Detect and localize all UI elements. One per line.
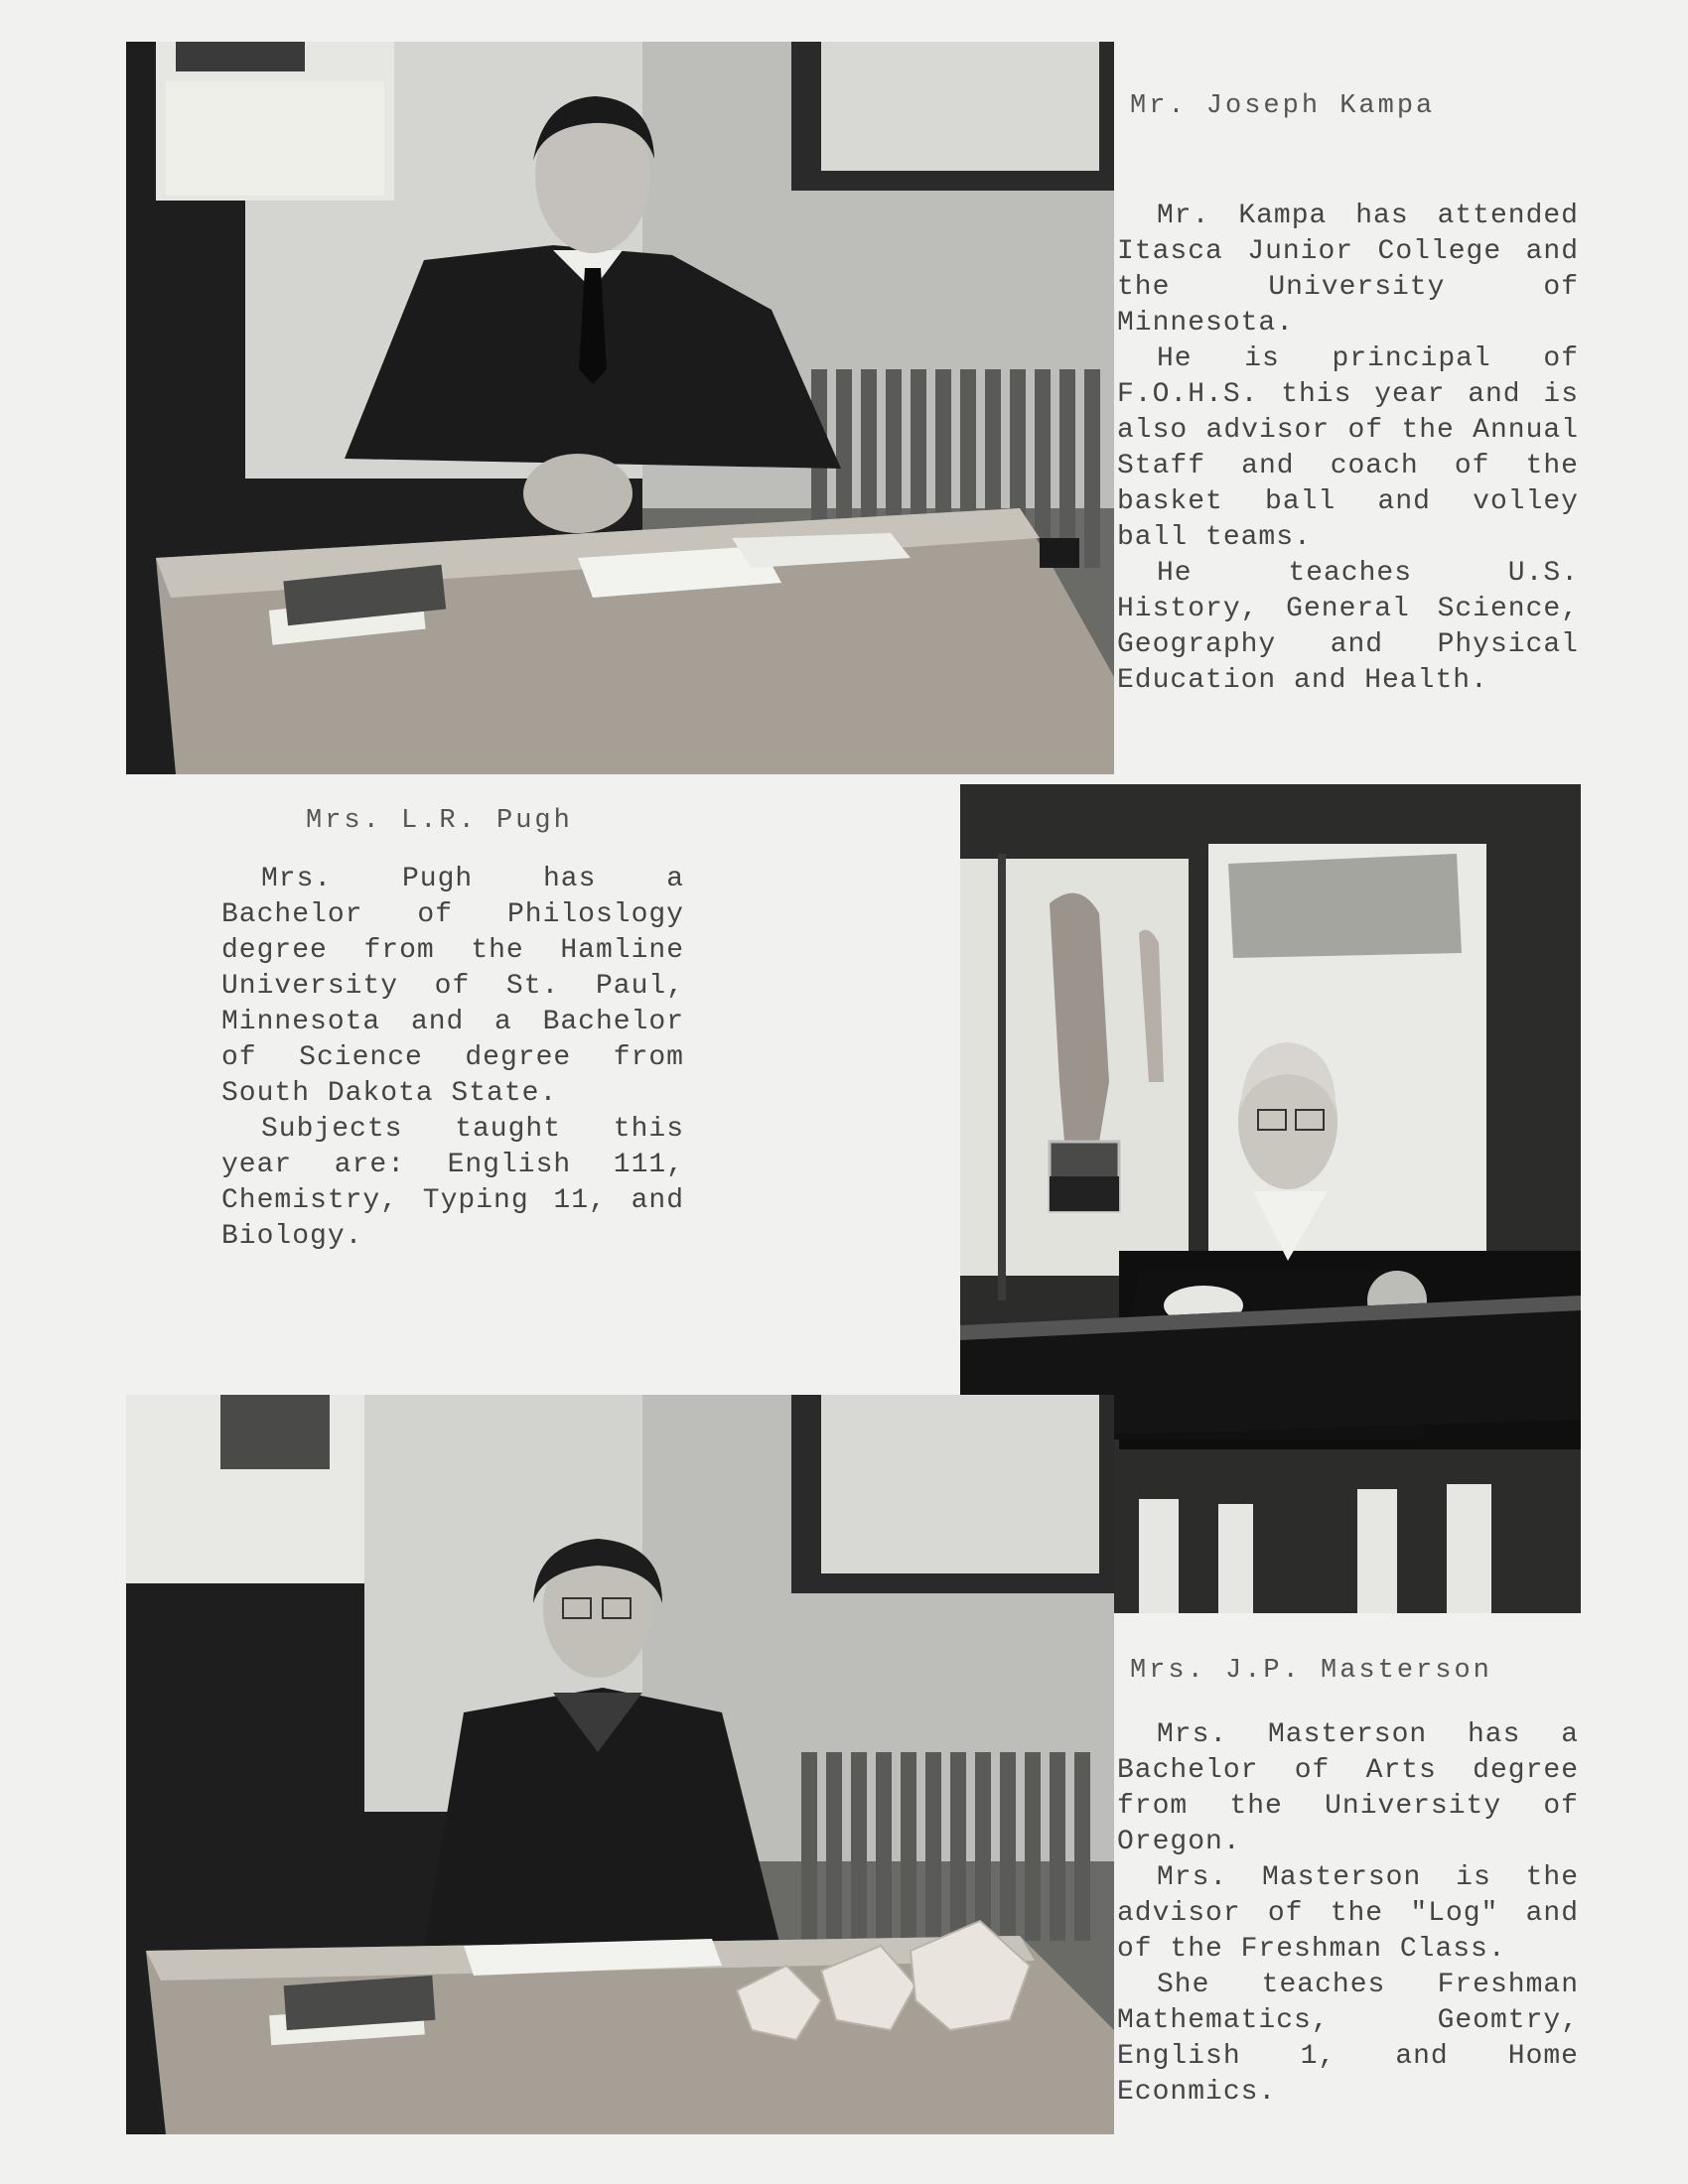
masterson-bio-paragraph-3: She teaches Freshman Mathematics, Geomtry, English 1, and Home Econmics.: [1117, 1970, 1579, 2108]
pugh-bio-paragraph-2: Subjects taught this year are: English 111, Chemistry, Typing 11, and Biology.: [221, 1114, 684, 1252]
kampa-bio: [1117, 199, 1579, 699]
masterson-bio: [1117, 1717, 1579, 2111]
kampa-bio-paragraph-3: He teaches U.S. History, General Science, Geography and Physical Education and Health.: [1117, 558, 1579, 696]
kampa-bio-paragraph-1: Mr. Kampa has attended Itasca Junior College and the University of Minnesota.: [1117, 201, 1579, 339]
masterson-bio-paragraph-1: Mrs. Masterson has a Bachelor of Arts degree from the University of Oregon.: [1117, 1719, 1579, 1857]
pugh-bio-paragraph-1: Mrs. Pugh has a Bachelor of Philoslogy degree from the Hamline University of St. Paul, Minnesota and a Bachelor of Science degree from South Dakota State.: [221, 864, 684, 1109]
pugh-bio: [221, 862, 684, 1255]
photo-masterson: [126, 1395, 1114, 2134]
photo-kampa: [126, 42, 1114, 774]
pugh-name: Mrs. L.R. Pugh: [306, 806, 573, 836]
kampa-bio-paragraph-2: He is principal of F.O.H.S. this year and is also advisor of the Annual Staff and coach of the basket ball and volley ball teams.: [1117, 343, 1579, 553]
masterson-name: Mrs. J.P. Masterson: [1130, 1656, 1492, 1686]
kampa-name: Mr. Joseph Kampa: [1130, 91, 1436, 121]
masterson-bio-paragraph-2: Mrs. Masterson is the advisor of the "Log" and of the Freshman Class.: [1117, 1862, 1579, 1965]
